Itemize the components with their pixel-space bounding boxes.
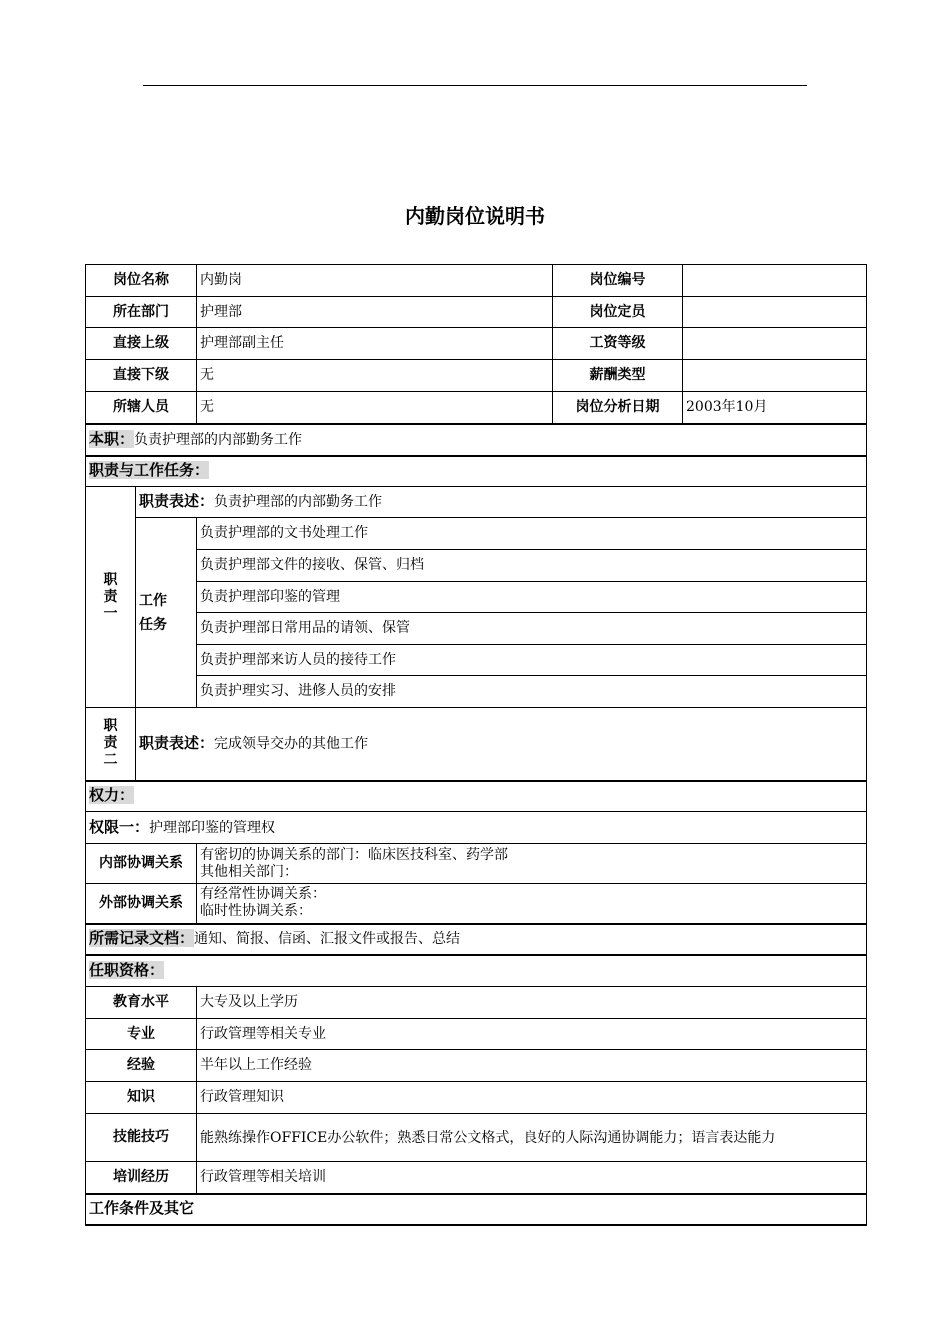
qualification-label: 知识 <box>86 1082 197 1114</box>
row-external-coordination <box>86 884 867 924</box>
task-row <box>86 645 867 676</box>
salary-grade-label: 工资等级 <box>553 328 683 360</box>
duty-one-label: 职 责 一 <box>86 487 136 708</box>
internal-coordination-line2: 其他相关部门： <box>200 863 298 880</box>
records-text: 通知、简报、信函、汇报文件或报告、总结 <box>194 931 461 947</box>
duty-two-statement-cell <box>136 708 867 781</box>
core-duty-text: 负责护理部的内部勤务工作 <box>134 431 303 448</box>
duties-header-cell <box>86 456 867 487</box>
superior-value: 护理部副主任 <box>197 328 553 360</box>
task-item: 负责护理部日常用品的请领、保管 <box>197 613 867 645</box>
row-superior <box>86 328 867 360</box>
task-item: 负责护理部来访人员的接待工作 <box>197 645 867 676</box>
external-coordination-line2: 临时性协调关系： <box>200 903 312 920</box>
core-duty-cell <box>86 424 867 456</box>
qualifications-header-cell <box>86 955 867 987</box>
qualification-row <box>86 1050 867 1082</box>
pay-type-label: 薪酬类型 <box>553 360 683 392</box>
job-description-table <box>85 264 867 1226</box>
qualification-label: 教育水平 <box>86 987 197 1019</box>
qualification-row <box>86 1019 867 1050</box>
position-name-value: 内勤岗 <box>197 265 553 297</box>
headcount-label: 岗位定员 <box>553 297 683 328</box>
qualification-label: 技能技巧 <box>86 1114 197 1162</box>
qualification-value: 大专及以上学历 <box>197 987 867 1019</box>
row-work-conditions <box>86 1194 867 1225</box>
headcount-value <box>683 297 867 328</box>
duty-one-statement-cell <box>136 487 867 518</box>
analysis-date-value: 2003年10月 <box>683 392 867 424</box>
subordinate-label: 直接下级 <box>86 360 197 392</box>
qualification-row <box>86 1114 867 1162</box>
authority-limit-text: 护理部印鉴的管理权 <box>149 819 276 836</box>
external-coordination-label: 外部协调关系 <box>86 884 197 924</box>
qualification-value: 能熟练操作OFFICE办公软件；熟悉日常公文格式，良好的人际沟通协调能力；语言表达能力 <box>197 1114 867 1162</box>
staff-label: 所辖人员 <box>86 392 197 424</box>
department-value: 护理部 <box>197 297 553 328</box>
document-title: 内勤岗位说明书 <box>405 204 545 228</box>
work-conditions-header: 工作条件及其它 <box>89 1199 195 1217</box>
department-label: 所在部门 <box>86 297 197 328</box>
work-conditions-cell <box>86 1194 867 1225</box>
row-duty-two <box>86 708 867 781</box>
qualification-value: 行政管理知识 <box>197 1082 867 1114</box>
position-no-value <box>683 265 867 297</box>
row-duties-header <box>86 456 867 487</box>
qualification-row <box>86 1082 867 1114</box>
position-no-label: 岗位编号 <box>553 265 683 297</box>
task-row <box>86 582 867 613</box>
analysis-date-label: 岗位分析日期 <box>553 392 683 424</box>
task-row <box>86 613 867 645</box>
duty-two-statement-label: 职责表述： <box>139 733 215 752</box>
row-core-duty <box>86 424 867 456</box>
records-cell <box>86 924 867 955</box>
salary-grade-value <box>683 328 867 360</box>
duty-two-label: 职 责 二 <box>86 708 136 781</box>
task-row <box>86 550 867 582</box>
row-records <box>86 924 867 955</box>
row-subordinate <box>86 360 867 392</box>
qualification-label: 专业 <box>86 1019 197 1050</box>
internal-coordination-cell <box>197 844 867 884</box>
duty-one-statement: 负责护理部的内部勤务工作 <box>214 494 383 510</box>
duties-header: 职责与工作任务： <box>89 461 210 480</box>
task-item: 负责护理部文件的接收、保管、归档 <box>197 550 867 582</box>
records-label: 所需记录文档： <box>89 929 195 947</box>
authority-header: 权力： <box>89 786 135 805</box>
staff-value: 无 <box>197 392 553 424</box>
task-row <box>86 676 867 708</box>
subordinate-value: 无 <box>197 360 553 392</box>
external-coordination-cell <box>197 884 867 924</box>
row-qualifications-header <box>86 955 867 987</box>
row-position-name <box>86 265 867 297</box>
row-authority-limit <box>86 812 867 844</box>
task-item: 负责护理部印鉴的管理 <box>197 582 867 613</box>
row-duty-one-statement <box>86 487 867 518</box>
authority-limit-cell <box>86 812 867 844</box>
task-item: 负责护理实习、进修人员的安排 <box>197 676 867 708</box>
qualification-value: 半年以上工作经验 <box>197 1050 867 1082</box>
qualification-row <box>86 1162 867 1194</box>
task-row <box>86 518 867 550</box>
task-item: 负责护理部的文书处理工作 <box>197 518 867 550</box>
row-authority-header <box>86 781 867 812</box>
authority-limit-label: 权限一： <box>89 817 150 836</box>
authority-header-cell <box>86 781 867 812</box>
internal-coordination-label: 内部协调关系 <box>86 844 197 884</box>
duty-two-statement: 完成领导交办的其他工作 <box>214 735 369 752</box>
external-coordination-line1: 有经常性协调关系： <box>200 886 326 903</box>
pay-type-value <box>683 360 867 392</box>
qualification-value: 行政管理等相关培训 <box>197 1162 867 1194</box>
qualifications-header: 任职资格： <box>89 960 165 979</box>
qualification-row <box>86 987 867 1019</box>
header-rule <box>143 85 807 86</box>
row-internal-coordination <box>86 844 867 884</box>
qualification-label: 经验 <box>86 1050 197 1082</box>
qualification-label: 培训经历 <box>86 1162 197 1194</box>
row-department <box>86 297 867 328</box>
position-name-label: 岗位名称 <box>86 265 197 297</box>
tasks-label: 工作 任务 <box>136 518 197 708</box>
internal-coordination-line1: 有密切的协调关系的部门：临床医技科室、药学部 <box>200 846 508 863</box>
duty-one-statement-label: 职责表述： <box>139 492 215 510</box>
qualification-value: 行政管理等相关专业 <box>197 1019 867 1050</box>
core-duty-label: 本职： <box>89 429 135 448</box>
row-staff <box>86 392 867 424</box>
superior-label: 直接上级 <box>86 328 197 360</box>
